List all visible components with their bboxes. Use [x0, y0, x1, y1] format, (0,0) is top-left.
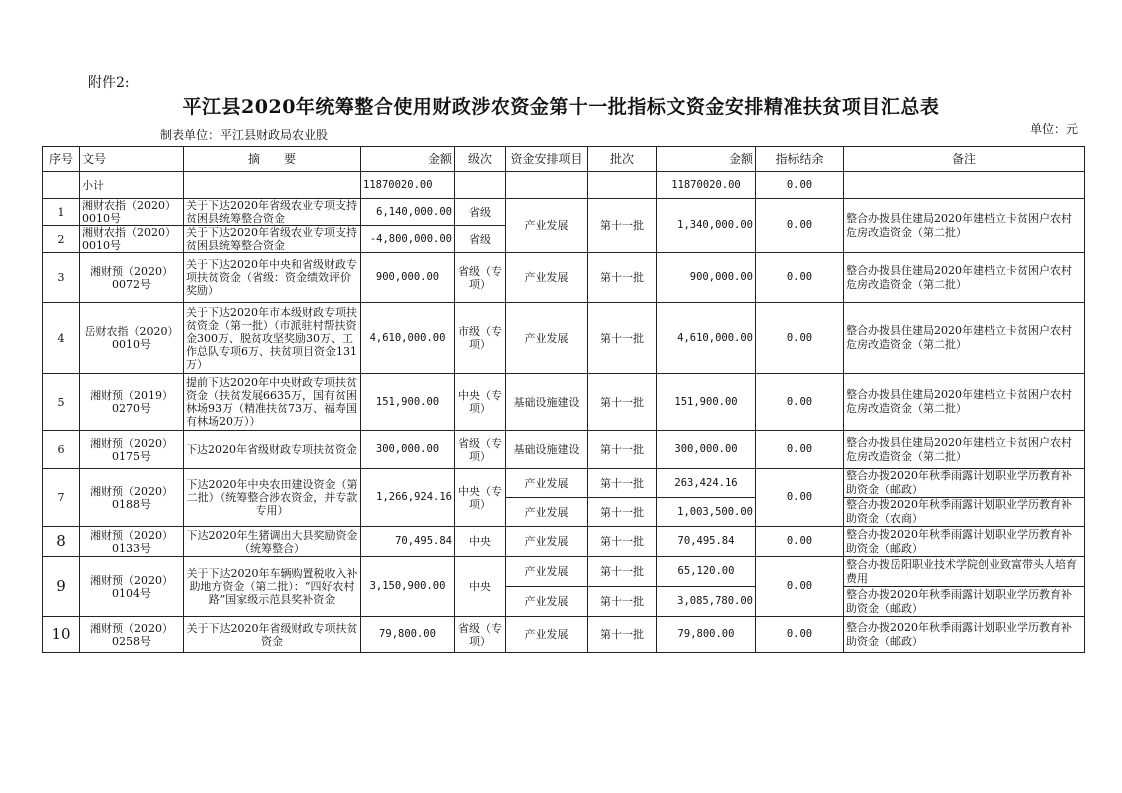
row-no: 6 [43, 431, 80, 469]
row-project: 基础设施建设 [506, 374, 588, 431]
row-summary: 关于下达2020年省级农业专项支持贫困县统筹整合资金 [184, 226, 361, 253]
attachment-label: 附件2: [88, 75, 130, 91]
row-no: 3 [43, 253, 80, 303]
table-row [43, 557, 1085, 587]
row-project: 产业发展 [506, 199, 588, 253]
table-header-row [43, 147, 1085, 172]
row-doc: 湘财预（2020）0072号 [80, 253, 184, 303]
row-summary: 关于下达2020年车辆购置税收入补助地方资金（第二批）：“四好农村路”国家级示范县奖补资金 [184, 557, 361, 617]
row-note: 整合办拨2020年秋季雨露计划职业学历教育补助资金（农商） [844, 498, 1085, 527]
row-batch: 第十一批 [588, 498, 657, 527]
row-amount: 1,266,924.16 [361, 469, 455, 527]
row-level: 省级 [455, 199, 506, 226]
row-summary: 关于下达2020年市本级财政专项扶贫资金（第一批）（市派驻村帮扶资金300万、脱贫攻坚奖励30万、工作总队专项6万、扶贫项目资金131万） [184, 303, 361, 374]
col-header-project: 资金安排项目 [506, 147, 588, 172]
row-level: 中央（专项） [455, 374, 506, 431]
row-summary: 提前下达2020年中央财政专项扶贫资金（扶贫发展6635万，国有贫困林场93万（精准扶贫73万、福寿国有林场20万）） [184, 374, 361, 431]
row-alloc-amount: 151,900.00 [657, 374, 756, 431]
row-project: 产业发展 [506, 303, 588, 374]
row-amount: -4,800,000.00 [361, 226, 455, 253]
row-doc: 湘财农指（2020）0010号 [80, 199, 184, 226]
row-amount: 300,000.00 [361, 431, 455, 469]
row-batch: 第十一批 [588, 199, 657, 253]
currency-unit: 单位：元 [1030, 122, 1079, 136]
row-no: 7 [43, 469, 80, 527]
row-note: 整合办拨县住建局2020年建档立卡贫困户农村危房改造资金（第二批） [844, 431, 1085, 469]
row-summary: 下达2020年中央农田建设资金（第二批）（统筹整合涉农资金，并专款专用） [184, 469, 361, 527]
table-row [43, 374, 1085, 431]
subtotal-batch [588, 172, 657, 199]
table-row [43, 617, 1085, 653]
row-batch: 第十一批 [588, 527, 657, 557]
row-batch: 第十一批 [588, 374, 657, 431]
row-alloc-amount: 79,800.00 [657, 617, 756, 653]
row-alloc-amount: 4,610,000.00 [657, 303, 756, 374]
page-title: 平江县2020年统筹整合使用财政涉农资金第十一批指标文资金安排精准扶贫项目汇总表 [182, 96, 940, 118]
row-alloc-amount: 1,003,500.00 [657, 498, 756, 527]
row-project: 产业发展 [506, 253, 588, 303]
row-balance: 0.00 [756, 527, 844, 557]
col-header-batch: 批次 [588, 147, 657, 172]
row-batch: 第十一批 [588, 469, 657, 498]
row-project: 基础设施建设 [506, 431, 588, 469]
subtotal-balance: 0.00 [756, 172, 844, 199]
row-summary: 下达2020年生猪调出大县奖励资金（统筹整合） [184, 527, 361, 557]
row-level: 省级（专项） [455, 253, 506, 303]
row-batch: 第十一批 [588, 431, 657, 469]
subtotal-alloc-amount: 11870020.00 [657, 172, 756, 199]
col-header-level: 级次 [455, 147, 506, 172]
col-header-summary: 摘 要 [184, 147, 361, 172]
row-note: 整合办拨2020年秋季雨露计划职业学历教育补助资金（邮政） [844, 469, 1085, 498]
row-summary: 关于下达2020年中央和省级财政专项扶贫资金（省级：资金绩效评价奖励） [184, 253, 361, 303]
row-batch: 第十一批 [588, 587, 657, 617]
subtotal-no [43, 172, 80, 199]
table-row [43, 253, 1085, 303]
table-row [43, 431, 1085, 469]
col-header-no: 序号 [43, 147, 80, 172]
col-header-amount: 金额 [361, 147, 455, 172]
row-project: 产业发展 [506, 498, 588, 527]
row-no: 2 [43, 226, 80, 253]
row-no: 8 [43, 527, 80, 557]
row-summary: 关于下达2020年省级农业专项支持贫困县统筹整合资金 [184, 199, 361, 226]
row-project: 产业发展 [506, 527, 588, 557]
row-alloc-amount: 900,000.00 [657, 253, 756, 303]
row-level: 中央 [455, 527, 506, 557]
row-batch: 第十一批 [588, 253, 657, 303]
row-doc: 岳财农指（2020）0010号 [80, 303, 184, 374]
row-balance: 0.00 [756, 469, 844, 527]
row-level: 市级（专项） [455, 303, 506, 374]
subtotal-row [43, 172, 1085, 199]
row-note: 整合办拨2020年秋季雨露计划职业学历教育补助资金（邮政） [844, 587, 1085, 617]
row-alloc-amount: 70,495.84 [657, 527, 756, 557]
row-project: 产业发展 [506, 469, 588, 498]
row-note: 整合办拨县住建局2020年建档立卡贫困户农村危房改造资金（第二批） [844, 374, 1085, 431]
row-balance: 0.00 [756, 199, 844, 253]
row-balance: 0.00 [756, 374, 844, 431]
row-amount: 4,610,000.00 [361, 303, 455, 374]
row-note: 整合办拨县住建局2020年建档立卡贫困户农村危房改造资金（第二批） [844, 303, 1085, 374]
row-level: 省级（专项） [455, 431, 506, 469]
row-alloc-amount: 263,424.16 [657, 469, 756, 498]
subtotal-amount: 11870020.00 [361, 172, 455, 199]
row-note: 整合办拨2020年秋季雨露计划职业学历教育补助资金（邮政） [844, 527, 1085, 557]
row-amount: 900,000.00 [361, 253, 455, 303]
row-balance: 0.00 [756, 617, 844, 653]
row-note: 整合办拨岳阳职业技术学院创业致富带头人培育费用 [844, 557, 1085, 587]
row-note: 整合办拨县住建局2020年建档立卡贫困户农村危房改造资金（第二批） [844, 199, 1085, 253]
row-alloc-amount: 65,120.00 [657, 557, 756, 587]
maker-unit: 制表单位：平江县财政局农业股 [160, 128, 329, 142]
row-project: 产业发展 [506, 557, 588, 587]
row-doc: 湘财农指（2020）0010号 [80, 226, 184, 253]
table-row [43, 469, 1085, 498]
row-doc: 湘财预（2020）0258号 [80, 617, 184, 653]
row-note: 整合办拨县住建局2020年建档立卡贫困户农村危房改造资金（第二批） [844, 253, 1085, 303]
row-balance: 0.00 [756, 303, 844, 374]
row-alloc-amount: 300,000.00 [657, 431, 756, 469]
row-doc: 湘财预（2019）0270号 [80, 374, 184, 431]
subtotal-level [455, 172, 506, 199]
col-header-doc: 文号 [80, 147, 184, 172]
row-level: 省级（专项） [455, 617, 506, 653]
subtotal-label: 小计 [80, 172, 184, 199]
row-doc: 湘财预（2020）0104号 [80, 557, 184, 617]
table-row [43, 303, 1085, 374]
row-balance: 0.00 [756, 253, 844, 303]
col-header-alloc-amount: 金额 [657, 147, 756, 172]
row-summary: 关于下达2020年省级财政专项扶贫资金 [184, 617, 361, 653]
row-no: 4 [43, 303, 80, 374]
row-note: 整合办拨2020年秋季雨露计划职业学历教育补助资金（邮政） [844, 617, 1085, 653]
subtotal-project [506, 172, 588, 199]
subtotal-summary [184, 172, 361, 199]
row-level: 省级 [455, 226, 506, 253]
row-batch: 第十一批 [588, 303, 657, 374]
row-amount: 70,495.84 [361, 527, 455, 557]
row-no: 1 [43, 199, 80, 226]
row-balance: 0.00 [756, 431, 844, 469]
row-doc: 湘财预（2020）0188号 [80, 469, 184, 527]
row-level: 中央（专项） [455, 469, 506, 527]
row-no: 5 [43, 374, 80, 431]
row-amount: 6,140,000.00 [361, 199, 455, 226]
row-batch: 第十一批 [588, 617, 657, 653]
row-project: 产业发展 [506, 587, 588, 617]
row-summary: 下达2020年省级财政专项扶贫资金 [184, 431, 361, 469]
row-level: 中央 [455, 557, 506, 617]
table-row [43, 527, 1085, 557]
row-alloc-amount: 3,085,780.00 [657, 587, 756, 617]
row-batch: 第十一批 [588, 557, 657, 587]
col-header-note: 备注 [844, 147, 1085, 172]
table-row [43, 199, 1085, 226]
col-header-balance: 指标结余 [756, 147, 844, 172]
row-amount: 3,150,900.00 [361, 557, 455, 617]
summary-table [42, 146, 1085, 653]
row-doc: 湘财预（2020）0133号 [80, 527, 184, 557]
row-amount: 151,900.00 [361, 374, 455, 431]
row-doc: 湘财预（2020）0175号 [80, 431, 184, 469]
row-no: 10 [43, 617, 80, 653]
row-amount: 79,800.00 [361, 617, 455, 653]
subtotal-note [844, 172, 1085, 199]
row-alloc-amount: 1,340,000.00 [657, 199, 756, 253]
row-project: 产业发展 [506, 617, 588, 653]
row-balance: 0.00 [756, 557, 844, 617]
row-no: 9 [43, 557, 80, 617]
